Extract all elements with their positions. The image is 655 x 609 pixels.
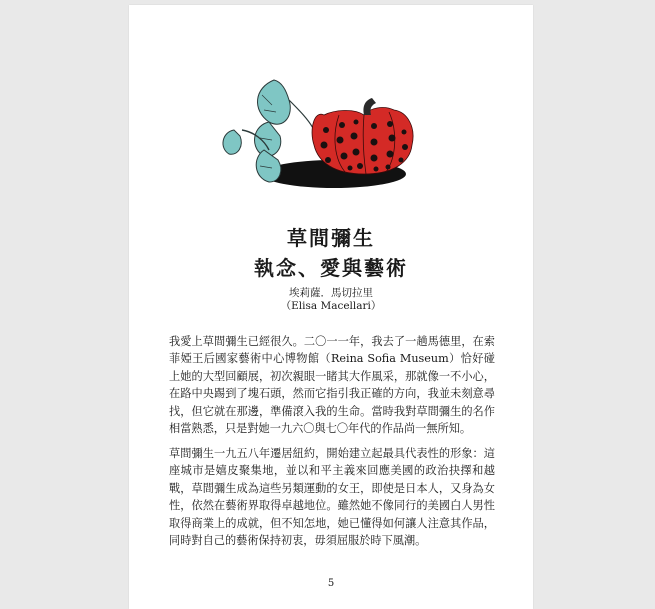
- author-name-chinese: 埃莉薩．馬切拉里: [289, 287, 373, 299]
- page-title: 草間彌生: [287, 226, 375, 250]
- book-page: [129, 5, 533, 609]
- pumpkin-icon: [312, 98, 413, 174]
- body-paragraph-2: 草間彌生一九五八年遷居紐約，開始建立起最具代表性的形象：這座城市是嬉皮聚集地，並以和平主義來回應美國的政治抉擇和越戰，草間彌生成為這些另類運動的女王，即使是日本人，又身為女性，依然在藝術界取得卓越地位。雖然她不像同行的美國白人男性取得商業上的成就，但不知怎地，她已懂得如何讓人注意其作品，同時對自己的藝術保持初衷，毋須屈服於時下風潮。: [169, 447, 495, 548]
- page-subtitle: 執念、愛與藝術: [254, 256, 408, 280]
- leaf-and-pumpkin-illustration: [214, 70, 429, 200]
- page-number: 5: [327, 578, 335, 589]
- author-name-english: （Elisa Macellari）: [280, 300, 382, 312]
- body-paragraph-1: 我愛上草間彌生已經很久。二〇一一年，我去了一趟馬德里，在索菲婭王后國家藝術中心博物館（Reina Sofia Museum）恰好碰上她的大型回顧展，初次親眼一睹其大作風采，那就像一不小心，在路中央踢到了塊石頭，然而它指引我正確的方向，我並未刻意尋找，但它就在那邊，準備滾入我的生命。當時我對草間彌生的名作相當熟悉，只是對她一九六〇與七〇年代的作品尚一無所知。: [169, 335, 495, 436]
